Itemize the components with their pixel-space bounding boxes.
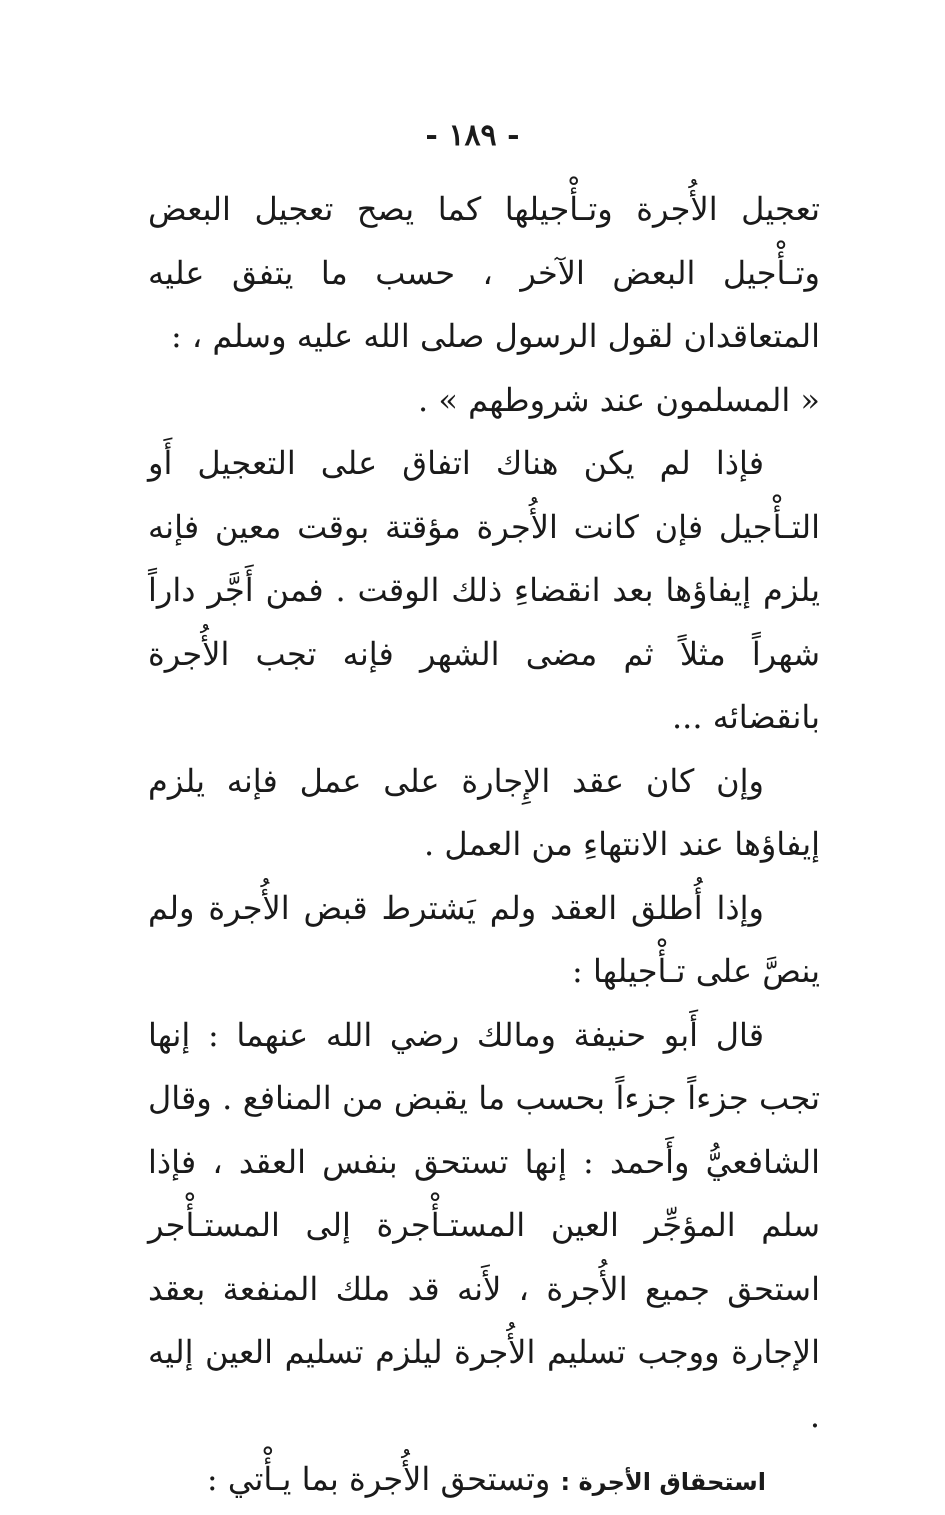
- section-heading: استحقاق الأجرة :: [560, 1468, 766, 1496]
- page-number: - ١٨٩ -: [425, 118, 520, 153]
- body-text: [148, 178, 820, 1515]
- paragraph-4: وإن كان عقد الإِجارة على عمل فإنه يلزم إيفاؤها عند الانتهاءِ من العمل .: [148, 761, 820, 863]
- paragraph-3: فإذا لم يكن هناك اتفاق على التعجيل أَو التـأْجيل فإن كانت الأُجرة مؤقتة بوقت معين فإنه يلزم إيفاؤها بعد انقضاءِ ذلك الوقت . فمن أَجَّر داراً شهراً مثلاً ثم مضى الشهر فإنه تجب الأُجرة بانقضائه ...: [148, 444, 820, 736]
- hadith-quote: « المسلمون عند شروطهم » .: [418, 380, 820, 419]
- paragraph-5: وإذا أُطلق العقد ولم يَشترط قبض الأُجرة ولم ينصَّ على تـأْجيلها :: [148, 888, 820, 990]
- section-text: وتستحق الأُجرة بما يـأْتي :: [206, 1460, 561, 1498]
- section-line: [148, 1448, 820, 1515]
- paragraph-1: تعجيل الأُجرة وتـأْجيلها كما يصح تعجيل البعض وتـأْجيل البعض الآخر ، حسب ما يتفق عليه المتعاقدان لقول الرسول صلى الله عليه وسلم ، :: [148, 190, 820, 355]
- paragraph-6: قال أَبو حنيفة ومالك رضي الله عنهما : إنها تجب جزءاً جزءاً بحسب ما يقبض من المنافع . وقال الشافعيُّ وأَحمد : إنها تستحق بنفس العقد ، فإذا سلم المؤجِّر العين المستـأْجرة إلى المستـأْجر استحق جميع الأُجرة ، لأَنه قد ملك المنفعة بعقد الإجارة ووجب تسليم الأُجرة ليلزم تسليم العين إليه .: [148, 1015, 820, 1435]
